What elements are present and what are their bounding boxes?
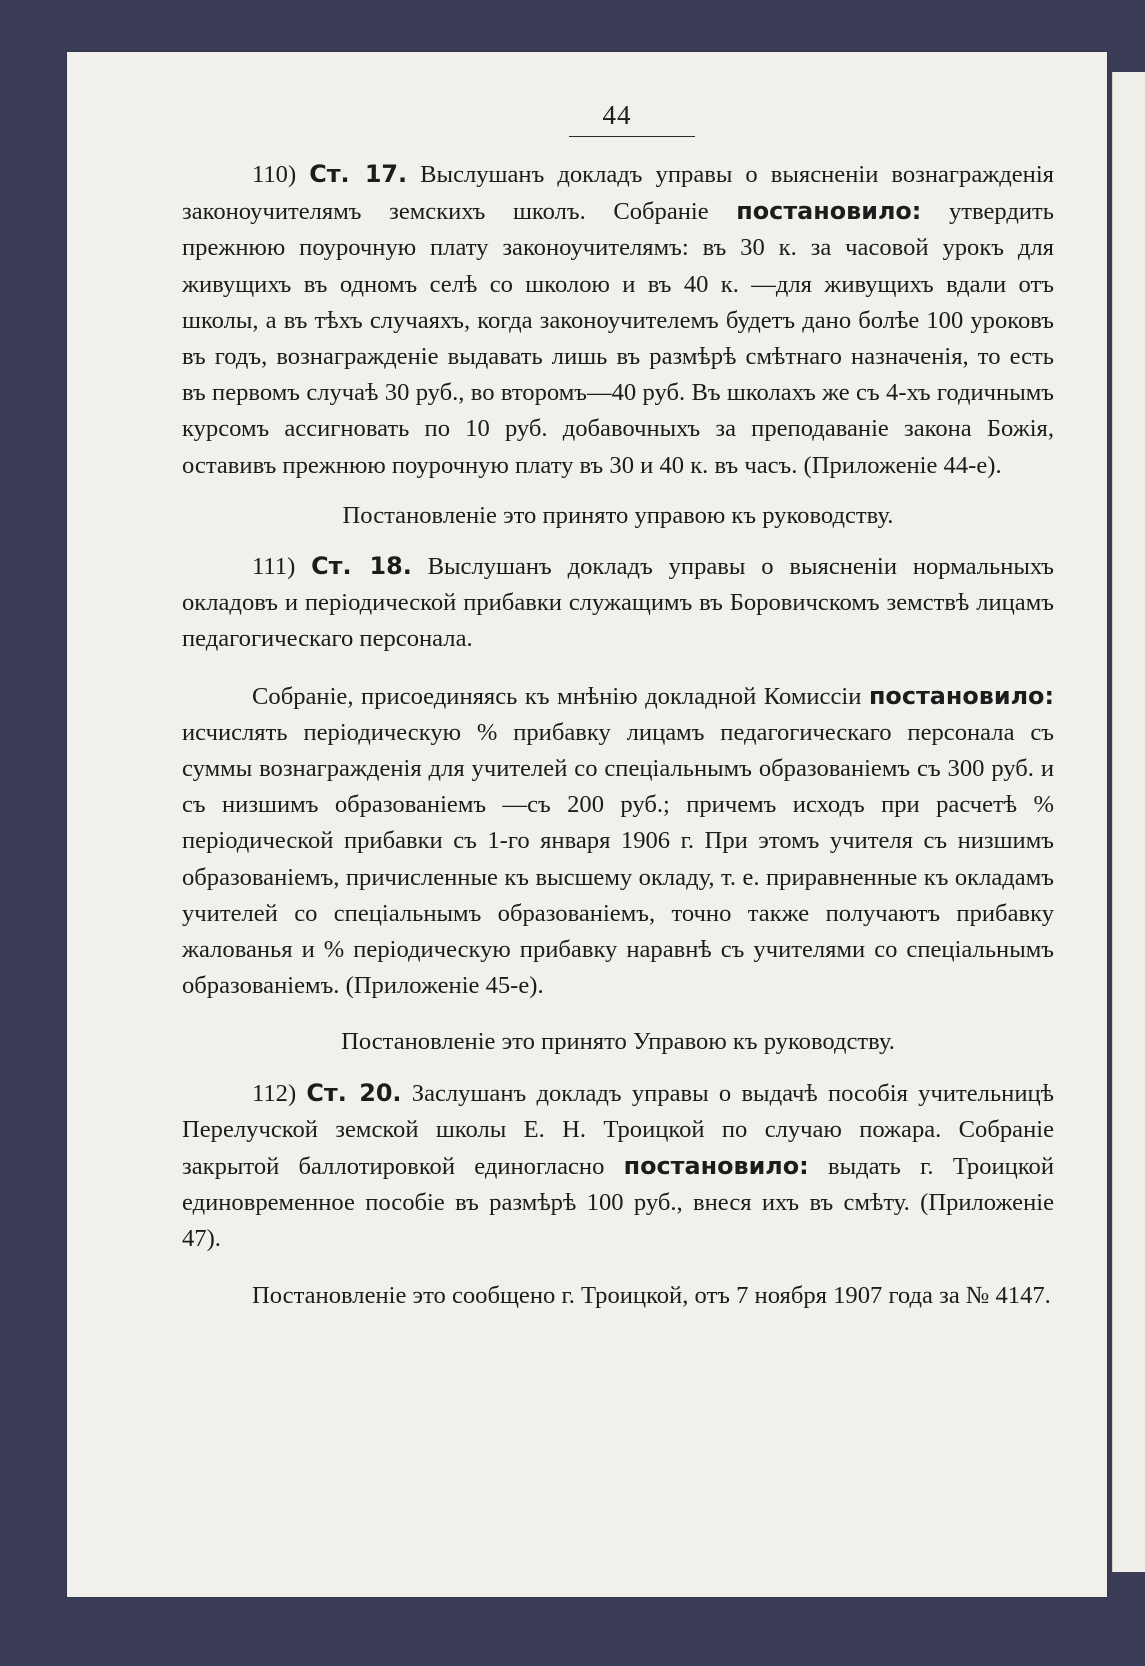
document-page bbox=[67, 52, 1107, 1597]
resolution-note: Постановленіе это сообщено г. Троицкой, отъ 7 ноября 1907 года за № 4147. bbox=[252, 1281, 1051, 1309]
item-111-decision bbox=[182, 678, 1054, 1005]
item-text: Заслушанъ докладъ управы о выдачѣ пособія учительницѣ Перелучской земской школы Е. Н. Троицкой по случаю пожара. Собраніе закрытой баллотировкой единогласно bbox=[182, 1079, 1054, 1181]
page-number: 44 bbox=[602, 100, 632, 130]
page-body bbox=[182, 156, 1054, 1314]
item-text: утвердить прежнюю поурочную плату законоучителямъ: въ 30 к. за часовой урокъ для живущихъ въ одномъ селѣ со школою и въ 40 к. —для живущихъ вдали отъ школы, а въ тѣхъ случаяхъ, когда законоучителемъ будетъ дано болѣе 100 уроковъ въ годъ, вознагражденіе выдавать лишь въ размѣрѣ смѣтнаго назначенія, то есть въ первомъ случаѣ 30 руб., во второмъ—40 руб. Въ школахъ же съ 4-хъ годичнымъ курсомъ ассигновать по 10 руб. добавочныхъ за преподаваніе закона Божія, оставивъ прежнюю поурочную плату въ 30 и 40 к. въ часъ. (Приложеніе 44-е). bbox=[182, 198, 1055, 479]
item-number: 110) bbox=[252, 161, 297, 188]
item-text: Выслушанъ докладъ управы о выясненіи нормальныхъ окладовъ и періодической прибавки служащимъ въ Боровичскомъ земствѣ лицамъ педагогическаго персонала. bbox=[182, 553, 1054, 653]
item-text: Выслушанъ докладъ управы о выясненіи вознагражденія законоучителямъ земскихъ школъ. Собраніе bbox=[182, 161, 1054, 226]
resolution-note: Постановленіе это принято Управою къ руководству. bbox=[341, 1028, 895, 1056]
page-number-rule bbox=[569, 136, 695, 137]
decision-keyword: постановило: bbox=[868, 681, 1054, 710]
decision-keyword: постановило: bbox=[623, 1152, 809, 1181]
item-text: Собраніе, присоединяясь къ мнѣнію докладной Комиссіи bbox=[252, 682, 862, 710]
adjacent-page-edge bbox=[1112, 72, 1145, 1572]
item-text: выдать г. Троицкой единовременное пособіе въ размѣрѣ 100 руб., внеся ихъ въ смѣту. (Приложеніе 47). bbox=[182, 1153, 1054, 1253]
item-110 bbox=[182, 156, 1054, 484]
item-number: 112) bbox=[252, 1079, 297, 1107]
article-ref: Ст. 18. bbox=[311, 552, 412, 581]
item-number: 111) bbox=[252, 553, 296, 581]
article-ref: Ст. 20. bbox=[306, 1078, 402, 1107]
item-111 bbox=[182, 548, 1054, 658]
item-112 bbox=[182, 1075, 1054, 1258]
resolution-note: Постановленіе это принято управою къ руководству. bbox=[342, 501, 894, 529]
decision-keyword: постановило: bbox=[736, 197, 922, 226]
article-ref: Ст. 17. bbox=[309, 160, 408, 188]
item-text: исчислять періодическую % прибавку лицамъ педагогическаго персонала съ суммы вознагражденія для учителей со спеціальнымъ образованіемъ съ 300 руб. и съ низшимъ образованіемъ —съ 200 руб.; причемъ исходъ при расчетѣ % періодической прибавки съ 1-го января 1906 г. При этомъ учителя съ низшимъ образованіемъ, причисленные къ высшему окладу, т. е. приравненные къ окладамъ учителей со спеціальнымъ образованіемъ, точно также получаютъ прибавку жалованья и % періодическую прибавку наравнѣ съ учителями со спеціальнымъ образованіемъ. (Приложеніе 45-е). bbox=[182, 718, 1054, 1000]
